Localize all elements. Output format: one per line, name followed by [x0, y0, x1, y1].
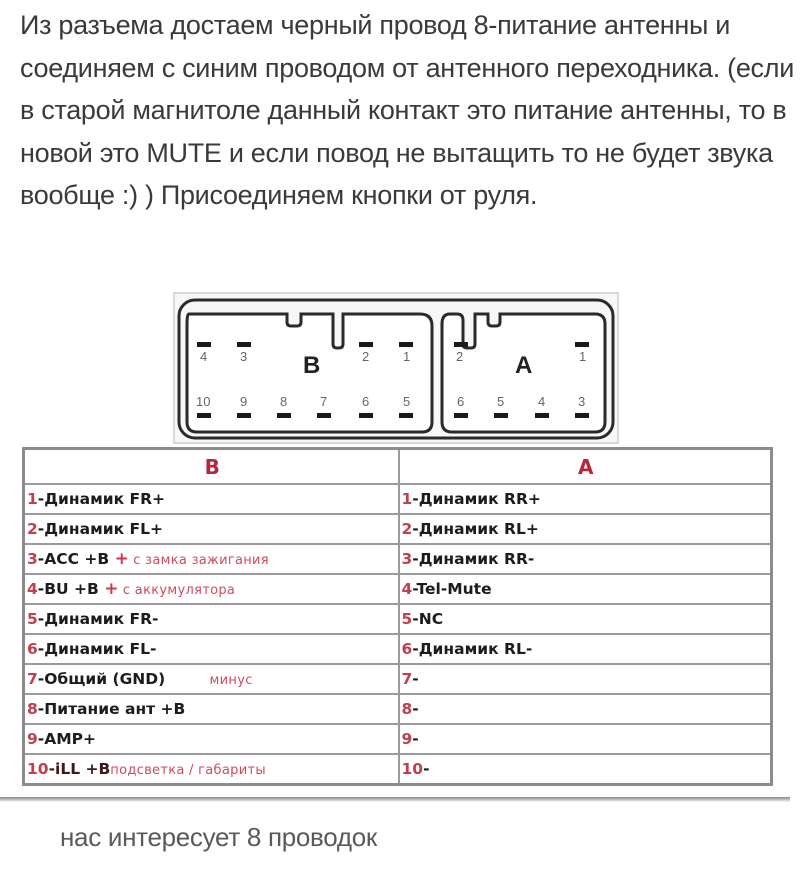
pin-function: -Динамик RR+ — [412, 490, 541, 508]
post-intro-text: Из разъема достаем черный провод 8-питание антенны и соединяем с синим проводом от антенного переходника. (если в старой магнитоле данный контакт это питание антенны, то в новой это MUTE и если повод не вытащить то не будет звука вообще :) ) Присоединяем кнопки от руля. — [20, 10, 794, 210]
column-header-b: B — [24, 449, 399, 485]
table-row — [24, 664, 772, 694]
pin-function: -Динамик FR+ — [37, 490, 166, 508]
table-row — [24, 634, 772, 664]
connector-outline-icon — [175, 294, 617, 442]
pin-function: -Динамик RR- — [412, 550, 535, 568]
pin-cell-b8 — [24, 694, 399, 724]
pin-cell-b9 — [24, 724, 399, 754]
plus-sign: + — [104, 579, 119, 599]
pin-number: 6 — [27, 640, 38, 658]
pin-number: 1 — [27, 490, 38, 508]
pin-note: подсветка / габариты — [110, 763, 266, 778]
pin-number: 7 — [401, 670, 413, 688]
pin-number: 7 — [27, 670, 38, 688]
pin-label-b9: 9 — [240, 394, 248, 409]
pin-label-b6: 6 — [362, 394, 370, 409]
image-bottom-edge-divider — [0, 797, 790, 802]
table-row — [24, 574, 772, 604]
table-row — [24, 544, 772, 574]
pin-label-b2: 2 — [362, 349, 370, 364]
pin-label-a3: 3 — [578, 394, 586, 409]
pin-number: 4 — [401, 580, 413, 598]
pin-function: -NC — [412, 610, 444, 628]
pin-number: 1 — [401, 490, 413, 508]
pin-cell-a1 — [399, 484, 772, 514]
pin-cell-a8 — [399, 694, 772, 724]
pin-function: -AMP+ — [37, 730, 96, 748]
pin-label-b7: 7 — [320, 394, 328, 409]
table-row — [24, 604, 772, 634]
pin-function: -Динамик RL+ — [412, 520, 539, 538]
pin-number: 8 — [27, 700, 38, 718]
post-caption: нас интересует 8 проводок — [60, 822, 377, 852]
pin-number: 4 — [27, 580, 38, 598]
pin-function: -Динамик FR- — [37, 610, 159, 628]
pin-label-a5: 5 — [497, 394, 505, 409]
pin-function: -Общий (GND) — [37, 670, 166, 688]
pin-cell-b1 — [24, 484, 399, 514]
pin-cell-b2 — [24, 514, 399, 544]
pin-number: 5 — [27, 610, 38, 628]
table-row — [24, 724, 772, 754]
pin-function: -ACC +B — [37, 550, 115, 568]
pin-function: -Tel-Mute — [412, 580, 492, 598]
pin-number: 9 — [401, 730, 413, 748]
column-header-a: A — [399, 449, 772, 485]
pin-number: 2 — [401, 520, 413, 538]
pin-label-b1: 1 — [403, 349, 411, 364]
pin-number: 10 — [401, 760, 424, 778]
pin-note: с замка зажигания — [128, 553, 269, 568]
pin-function: -Динамик FL+ — [37, 520, 163, 538]
pin-cell-a4 — [399, 574, 772, 604]
pin-label-b4: 4 — [200, 349, 208, 364]
pin-label-a2: 2 — [456, 349, 464, 364]
pin-cell-a10 — [399, 754, 772, 785]
pin-label-b8: 8 — [280, 394, 288, 409]
pin-number: 9 — [27, 730, 38, 748]
pin-cell-a6 — [399, 634, 772, 664]
pin-cell-b3 — [24, 544, 399, 574]
pin-label-b5: 5 — [403, 394, 411, 409]
pin-cell-b10 — [24, 754, 399, 785]
pinout-table — [22, 447, 773, 786]
table-row — [24, 694, 772, 724]
pin-cell-b5 — [24, 604, 399, 634]
pin-cell-a7 — [399, 664, 772, 694]
pin-cell-b7 — [24, 664, 399, 694]
pin-number: 2 — [27, 520, 38, 538]
pin-label-b10: 10 — [196, 394, 211, 409]
pin-label-a4: 4 — [538, 394, 546, 409]
pin-function: -Динамик RL- — [412, 640, 533, 658]
pin-label-a1: 1 — [579, 349, 587, 364]
pin-function: - — [423, 760, 430, 778]
pin-function: -Питание ант +B — [37, 700, 186, 718]
pin-note: с аккумулятора — [118, 583, 236, 598]
pin-cell-a5 — [399, 604, 772, 634]
pin-function: - — [412, 730, 419, 748]
table-row — [24, 754, 772, 785]
pin-note: минус — [165, 673, 253, 688]
pin-number: 8 — [401, 700, 413, 718]
plus-sign: + — [114, 549, 129, 569]
table-row — [24, 514, 772, 544]
pin-number: 6 — [401, 640, 413, 658]
table-header-row — [24, 449, 772, 485]
pin-label-a6: 6 — [457, 394, 465, 409]
pin-number: 5 — [401, 610, 413, 628]
connector-diagram — [173, 292, 619, 444]
block-a-label: A — [515, 352, 533, 379]
pin-number: 3 — [401, 550, 413, 568]
pin-cell-a3 — [399, 544, 772, 574]
pin-function: -BU +B — [37, 580, 105, 598]
pin-cell-a9 — [399, 724, 772, 754]
pin-cell-b4 — [24, 574, 399, 604]
pin-function: - — [412, 670, 419, 688]
pin-cell-a2 — [399, 514, 772, 544]
pin-cell-b6 — [24, 634, 399, 664]
pin-function: -Динамик FL- — [37, 640, 157, 658]
pin-label-b3: 3 — [240, 349, 248, 364]
block-b-label: B — [303, 352, 321, 379]
pin-function: - — [412, 700, 419, 718]
table-row — [24, 484, 772, 514]
pin-number: 3 — [27, 550, 38, 568]
pin-function: -iLL +B — [48, 760, 111, 778]
pin-number: 10 — [27, 760, 49, 778]
